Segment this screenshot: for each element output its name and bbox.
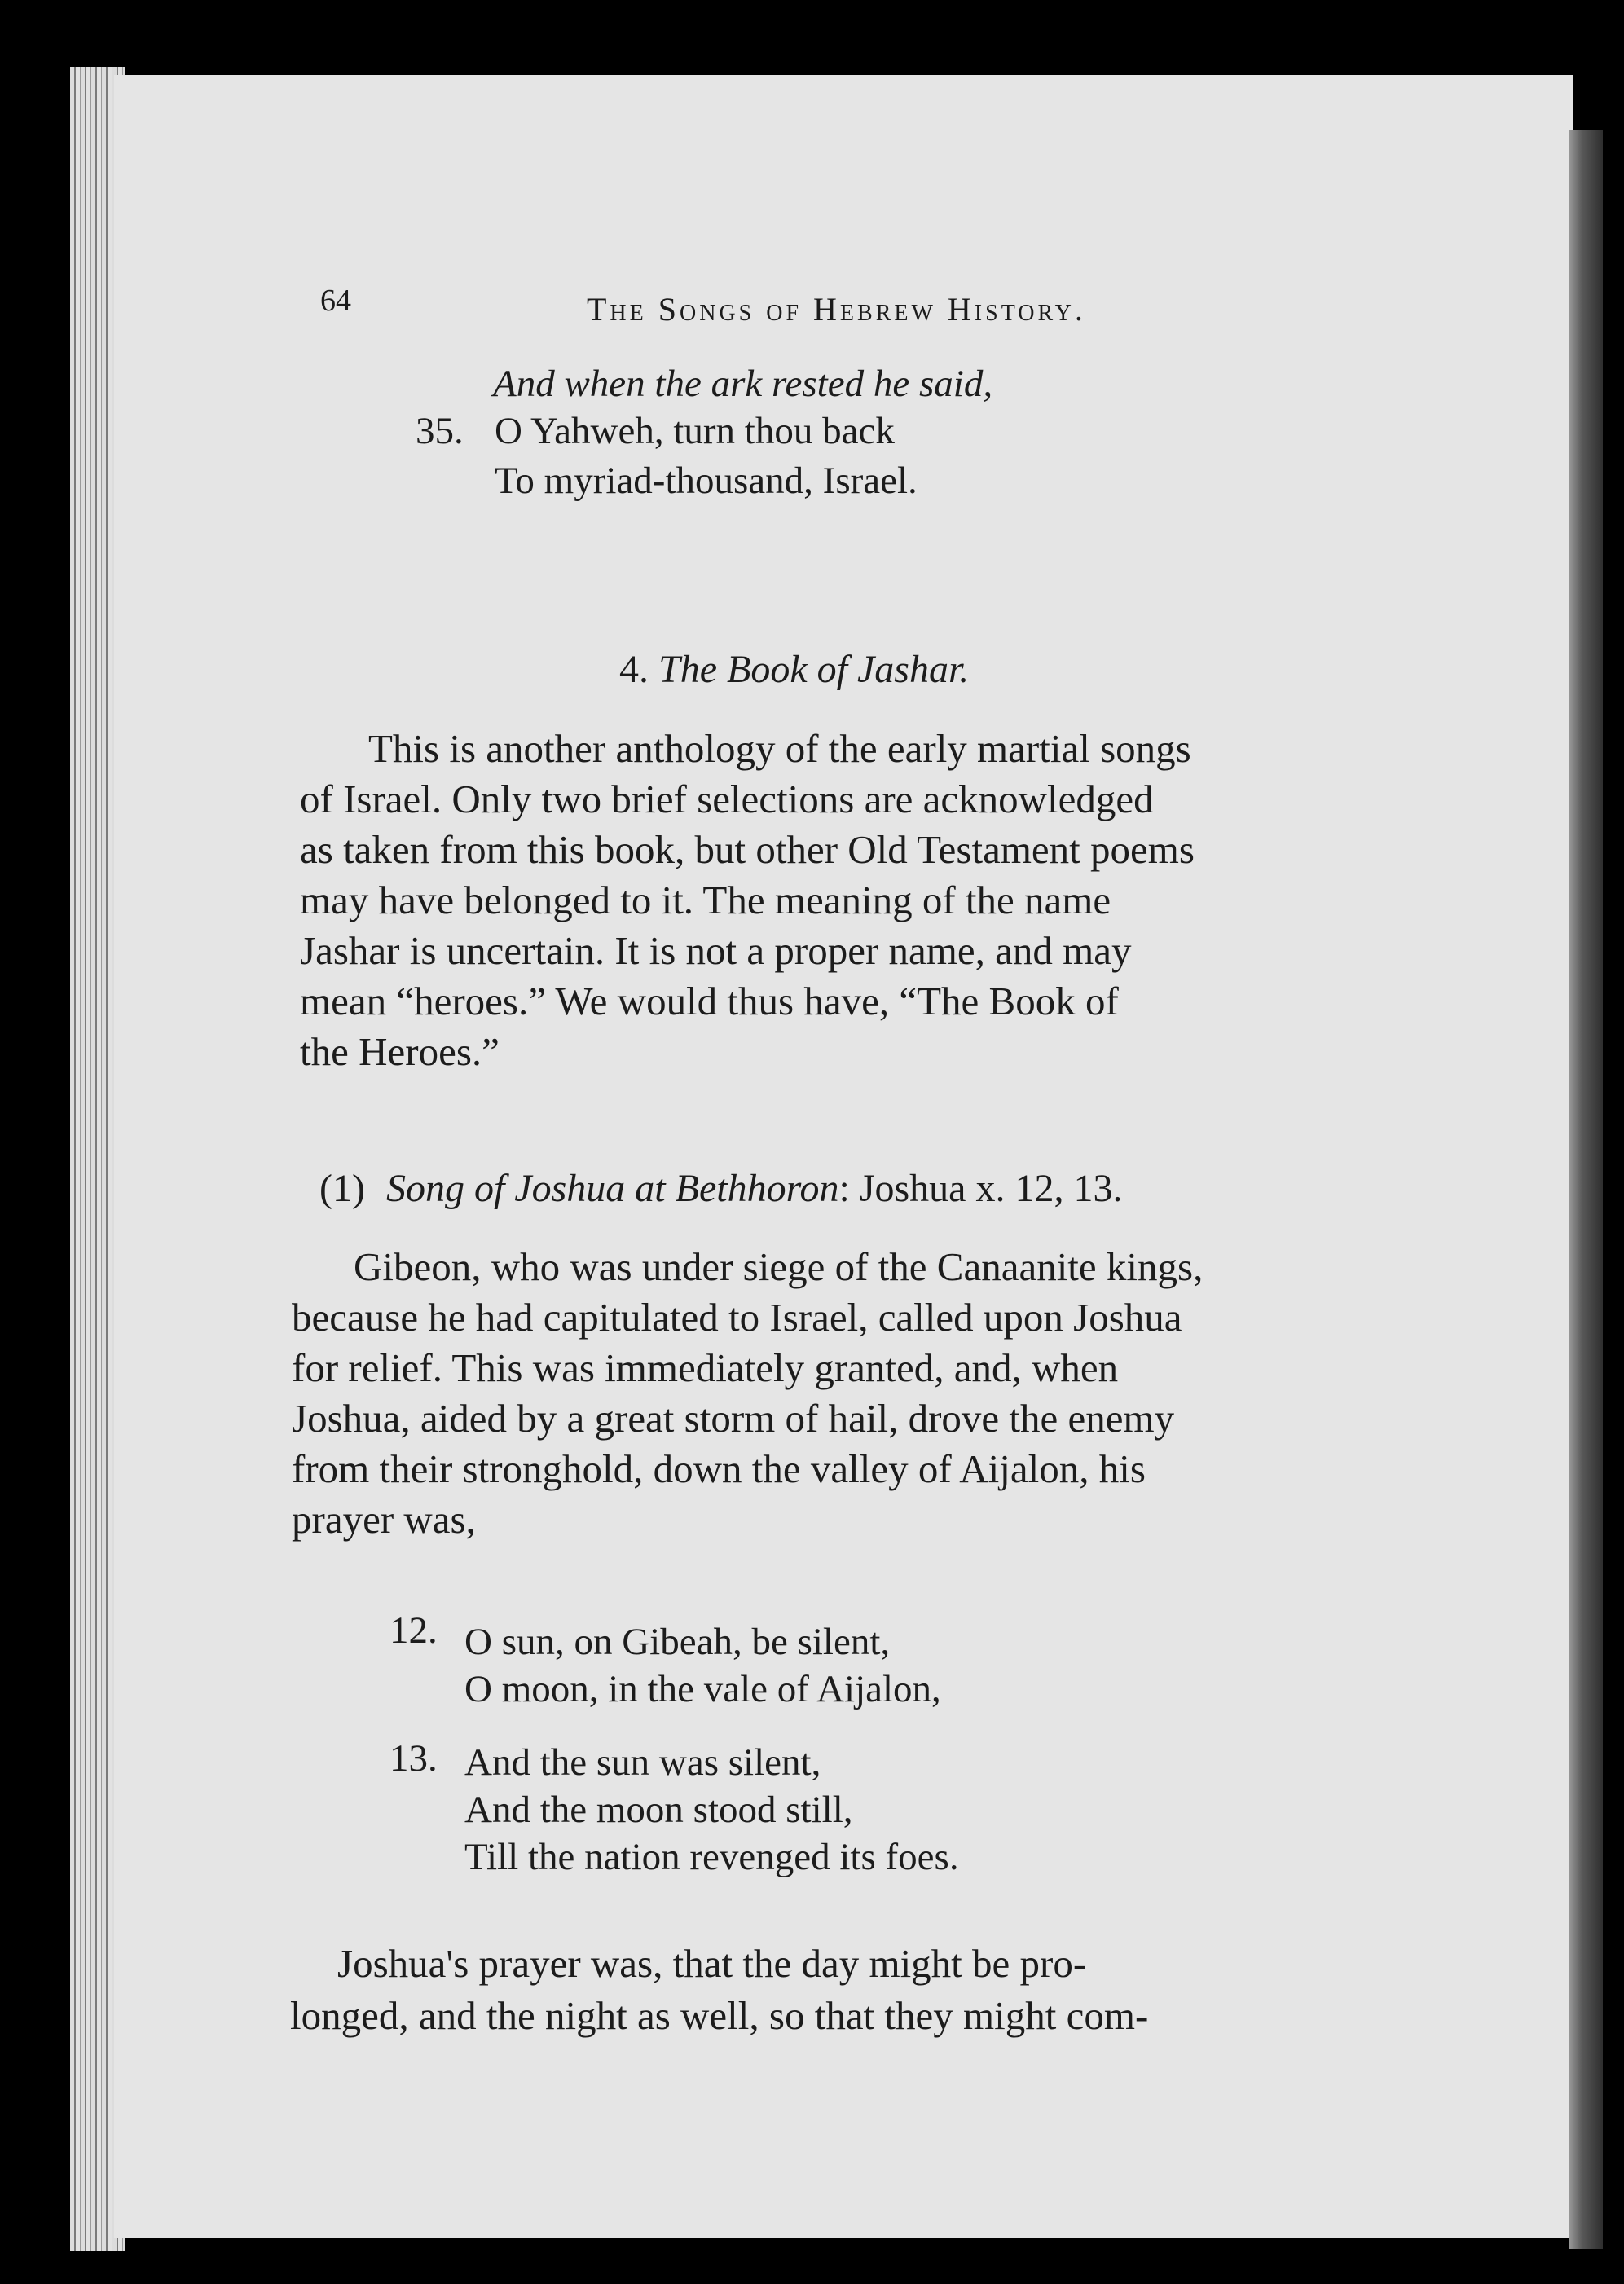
verse-35-line-2: To myriad-thousand, Israel. bbox=[495, 460, 918, 502]
paragraph-line: longed, and the night as well, so that they might com- bbox=[290, 1993, 1149, 2038]
paragraph-line: for relief. This was immediately granted, and, when bbox=[292, 1345, 1119, 1390]
paragraph-line: Joshua's prayer was, that the day might be pro- bbox=[337, 1941, 1087, 1986]
paragraph-line: Jashar is uncertain. It is not a proper name, and may bbox=[300, 928, 1132, 973]
verse-12-line-2: O moon, in the vale of Aijalon, bbox=[464, 1668, 941, 1710]
verse-13-line-3: Till the nation revenged its foes. bbox=[464, 1836, 959, 1878]
paragraph-line: Gibeon, who was under siege of the Canaanite kings, bbox=[354, 1244, 1204, 1289]
paragraph-line: This is another anthology of the early martial songs bbox=[368, 726, 1191, 771]
page-number: 64 bbox=[320, 284, 351, 318]
paragraph-line: as taken from this book, but other Old Testament poems bbox=[300, 827, 1195, 872]
paragraph-line: Joshua, aided by a great storm of hail, drove the enemy bbox=[292, 1396, 1175, 1441]
paragraph-line: the Heroes.” bbox=[300, 1029, 500, 1074]
verse-13-number: 13. bbox=[389, 1737, 438, 1780]
paragraph-gibeon bbox=[292, 1242, 1203, 1545]
verse-13-line-2: And the moon stood still, bbox=[464, 1789, 853, 1831]
paragraph-jashar-intro bbox=[300, 724, 1195, 1077]
paragraph-line: prayer was, bbox=[292, 1497, 476, 1542]
verse-35-intro: And when the ark rested he said, bbox=[493, 363, 993, 405]
verse-12-line-1: O sun, on Gibeah, be silent, bbox=[464, 1621, 891, 1663]
verse-12-number: 12. bbox=[389, 1609, 438, 1652]
verse-35-line-1: O Yahweh, turn thou back bbox=[495, 410, 895, 452]
subsection-reference: : Joshua x. 12, 13. bbox=[838, 1167, 1123, 1210]
subsection-heading bbox=[319, 1169, 1122, 1208]
paragraph-line: of Israel. Only two brief selections are acknowledged bbox=[300, 777, 1154, 821]
paragraph-line: because he had capitulated to Israel, called upon Joshua bbox=[292, 1295, 1182, 1340]
paragraph-line: from their stronghold, down the valley of Aijalon, his bbox=[292, 1446, 1146, 1491]
verse-13-line-1: And the sun was silent, bbox=[464, 1741, 821, 1784]
paragraph-line: mean “heroes.” We would thus have, “The Book of bbox=[300, 979, 1119, 1023]
section-number: 4. bbox=[619, 648, 649, 691]
verse-35-number: 35. bbox=[416, 410, 464, 452]
running-title: The Songs of Hebrew History. bbox=[587, 291, 1086, 328]
subsection-number: (1) bbox=[319, 1167, 365, 1210]
section-heading bbox=[619, 650, 969, 689]
subsection-title: Song of Joshua at Bethhoron bbox=[385, 1167, 839, 1210]
section-title: The Book of Jashar. bbox=[658, 648, 970, 691]
paragraph-line: may have belonged to it. The meaning of the name bbox=[300, 878, 1111, 922]
page-binding-shadow-right bbox=[1569, 130, 1603, 2249]
paragraph-joshua-prayer bbox=[290, 1938, 1148, 2042]
